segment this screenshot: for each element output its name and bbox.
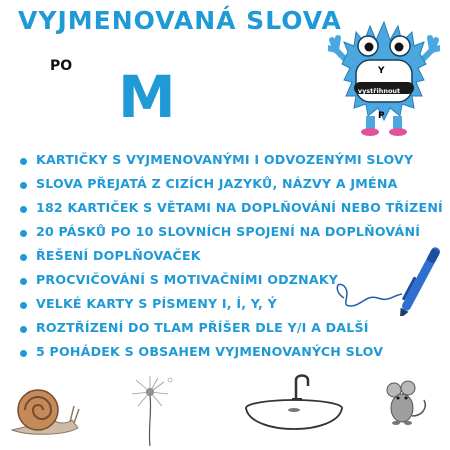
monster-bottom-letter: P xyxy=(378,111,385,121)
sink-icon xyxy=(242,372,346,448)
list-item-text: 20 PÁSKŮ PO 10 SLOVNÍCH SPOJENÍ NA DOPLŇOVÁNÍ xyxy=(36,224,421,239)
mouse-icon xyxy=(380,380,430,428)
list-item-text: ŘEŠENÍ DOPLŇOVAČEK xyxy=(36,248,201,263)
list-item-text: VELKÉ KARTY S PÍSMENY I, Í, Y, Ý xyxy=(36,296,277,311)
pen-icon xyxy=(326,236,446,316)
list-item-text: 5 POHÁDEK S OBSAHEM VYJMENOVANÝCH SLOV xyxy=(36,344,384,359)
list-item xyxy=(20,198,443,222)
list-item-text: SLOVA PŘEJATÁ Z CIZÍCH JAZYKŮ, NÁZVY A JMÉNA xyxy=(36,176,398,191)
list-item xyxy=(20,150,440,174)
list-item xyxy=(20,342,440,366)
monster-top-letter: Y xyxy=(378,66,385,76)
list-item xyxy=(20,174,440,198)
bullet-icon xyxy=(20,302,27,309)
bullet-icon xyxy=(20,182,27,189)
page-title: VYJMENOVANÁ SLOVA xyxy=(18,6,342,35)
bullet-icon xyxy=(20,254,27,261)
list-item-text: KARTIČKY S VYJMENOVANÝMI I ODVOZENÝMI SLOVY xyxy=(36,152,414,167)
bullet-icon xyxy=(20,206,27,213)
dandelion-icon xyxy=(128,372,176,446)
bullet-icon xyxy=(20,158,27,165)
monster-cut-label: vystřihnout xyxy=(357,87,401,95)
list-item-text: 182 KARTIČEK S VĚTAMI NA DOPLŇOVÁNÍ NEBO TŘÍZENÍ xyxy=(36,200,443,215)
list-item-text: ROZTŘÍZENÍ DO TLAM PŘÍŠER DLE Y/I A DALŠÍ xyxy=(36,320,369,335)
list-item xyxy=(20,318,440,342)
list-item-text: PROCVIČOVÁNÍ S MOTIVAČNÍMI ODZNAKY xyxy=(36,272,339,287)
snail-icon xyxy=(8,380,80,440)
bullet-icon xyxy=(20,350,27,357)
big-letter: M xyxy=(118,63,176,131)
bullet-icon xyxy=(20,230,27,237)
subtitle-po: PO xyxy=(50,58,73,74)
bullet-icon xyxy=(20,278,27,285)
bullet-icon xyxy=(20,326,27,333)
